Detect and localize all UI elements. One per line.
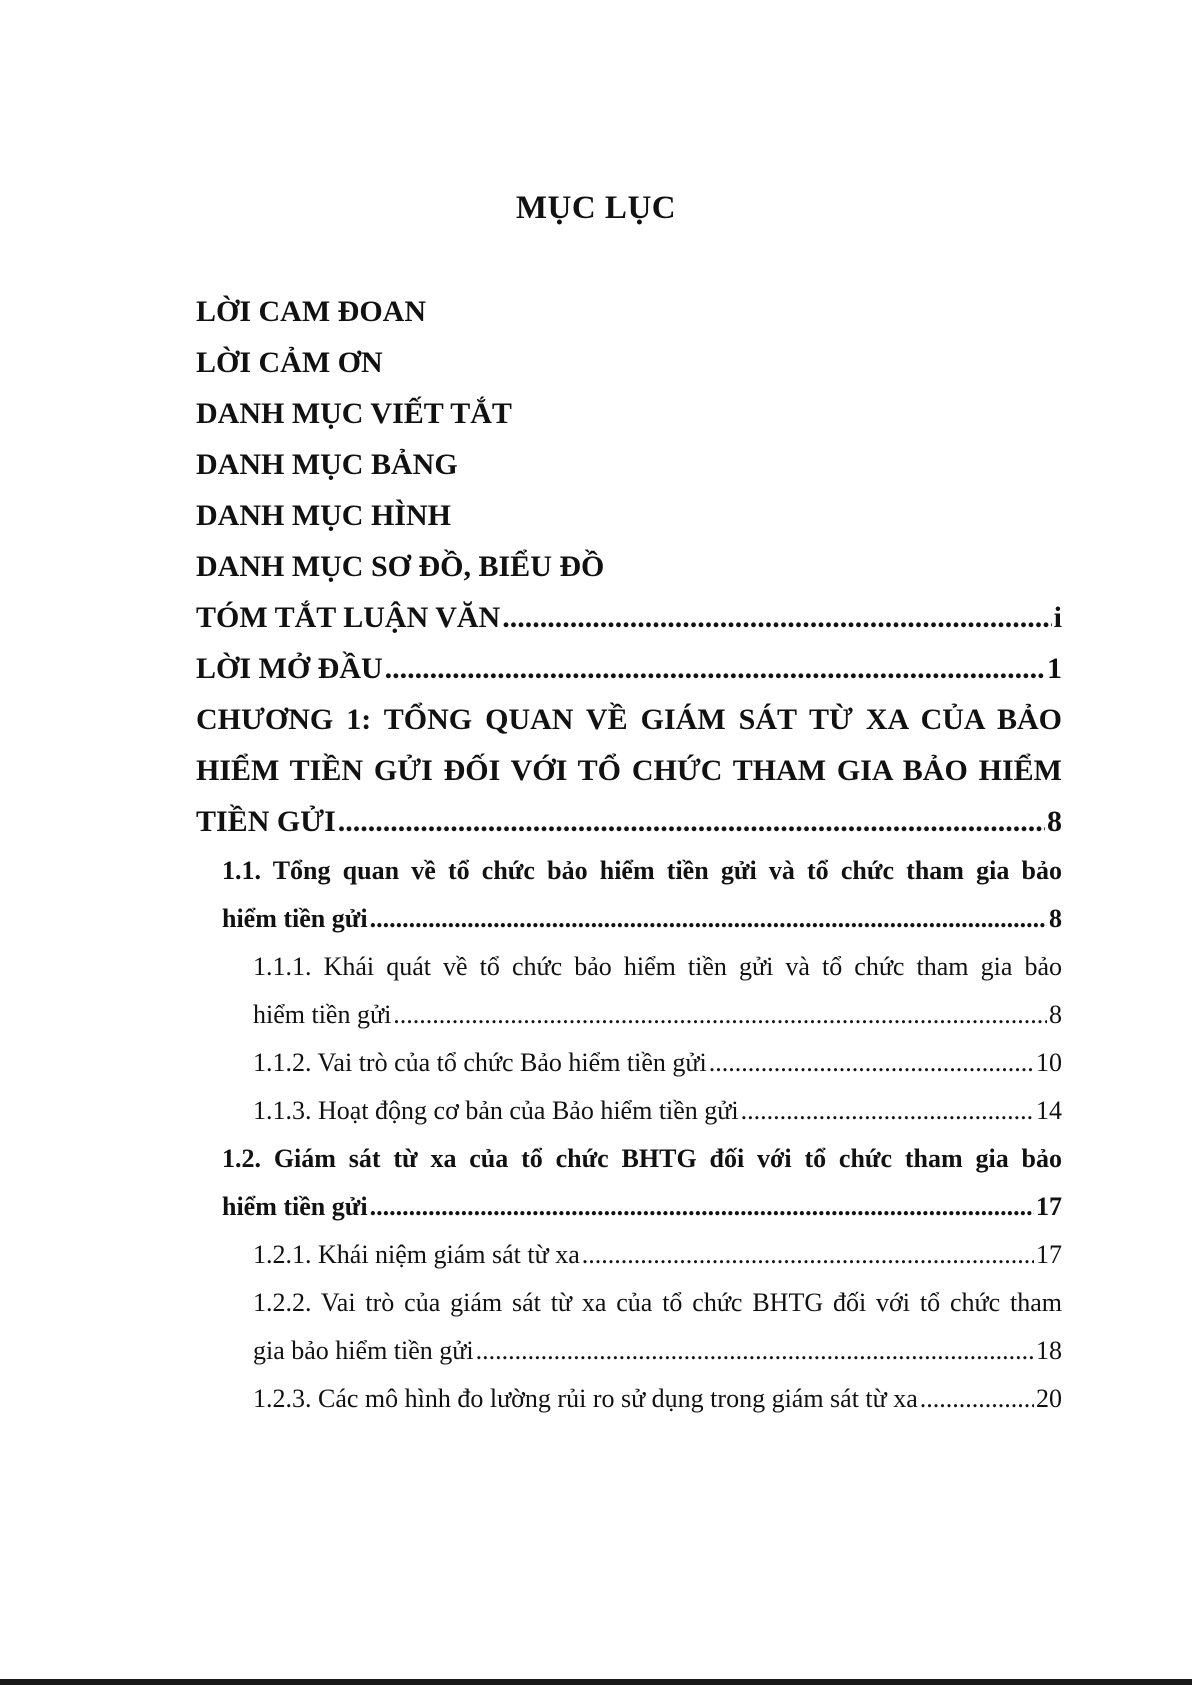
dot-leader xyxy=(476,1327,1034,1375)
dot-leader xyxy=(582,1231,1034,1279)
toc-entry-danh-muc-so-do-bieu-do[interactable] xyxy=(196,541,1062,592)
toc-entry-danh-muc-hinh[interactable] xyxy=(196,490,1062,541)
toc-entry-section-1-2-2[interactable] xyxy=(253,1279,1062,1375)
toc-entry-page: 10 xyxy=(1036,1048,1062,1077)
toc-entry-label-line-1: 1.2. Giám sát từ xa của tổ chức BHTG đối với tổ chức tham gia bảo xyxy=(222,1144,1062,1173)
toc-entry-page: 8 xyxy=(1049,904,1062,933)
toc-entry-label: LỜI CẢM ƠN xyxy=(196,346,383,379)
toc-entry-label-line-2: HIỂM TIỀN GỬI ĐỐI VỚI TỔ CHỨC THAM GIA BẢO HIỂM xyxy=(196,754,1062,787)
toc-entry-loi-mo-dau[interactable] xyxy=(196,643,1062,694)
toc-entry-label: TÓM TẮT LUẬN VĂN xyxy=(196,601,501,634)
toc-entry-label-line-2: gia bảo hiểm tiền gửi xyxy=(253,1336,474,1365)
toc-entry-page: 17 xyxy=(1036,1240,1062,1269)
toc-entry-label-line-1: 1.1. Tổng quan về tổ chức bảo hiểm tiền gửi và tổ chức tham gia bảo xyxy=(222,856,1062,885)
toc-entry-danh-muc-viet-tat[interactable] xyxy=(196,388,1062,439)
dot-leader xyxy=(709,1039,1034,1087)
toc-entry-page: 18 xyxy=(1036,1336,1062,1365)
toc-entry-label: LỜI MỞ ĐẦU xyxy=(196,652,383,685)
dot-leader xyxy=(385,643,1045,694)
dot-leader xyxy=(502,592,1051,643)
toc-entry-loi-cam-on[interactable] xyxy=(196,337,1062,388)
toc-entry-chuong-1[interactable] xyxy=(196,694,1062,847)
toc-entry-section-1-2-3[interactable] xyxy=(253,1375,1062,1423)
toc-entry-label: DANH MỤC BẢNG xyxy=(196,448,458,481)
toc-entry-label: DANH MỤC SƠ ĐỒ, BIỂU ĐỒ xyxy=(196,550,605,583)
dot-leader xyxy=(393,991,1047,1039)
toc-entry-label-line-3: TIỀN GỬI xyxy=(196,805,336,838)
dot-leader xyxy=(338,796,1045,847)
toc-entry-label: DANH MỤC HÌNH xyxy=(196,499,451,532)
toc-entry-section-1-1-1[interactable] xyxy=(253,943,1062,1039)
toc-entry-section-1-1-2[interactable] xyxy=(253,1039,1062,1087)
toc-entry-label-line-1: 1.2.2. Vai trò của giám sát từ xa của tổ chức BHTG đối với tổ chức tham xyxy=(253,1288,1062,1317)
toc-entry-label: 1.1.2. Vai trò của tổ chức Bảo hiểm tiền gửi xyxy=(253,1048,707,1077)
toc-entry-label: 1.1.3. Hoạt động cơ bản của Bảo hiểm tiền gửi xyxy=(253,1096,739,1125)
toc-entry-loi-cam-doan[interactable] xyxy=(196,286,1062,337)
table-of-contents xyxy=(196,286,1062,1423)
toc-entry-page: 20 xyxy=(1036,1384,1062,1413)
toc-entry-page: 8 xyxy=(1049,1000,1062,1029)
toc-entry-section-1-1[interactable] xyxy=(222,847,1062,943)
toc-entry-page: 8 xyxy=(1047,805,1062,838)
toc-entry-label: 1.2.1. Khái niệm giám sát từ xa xyxy=(253,1240,580,1269)
toc-entry-page: 14 xyxy=(1036,1096,1062,1125)
toc-entry-label: DANH MỤC VIẾT TẮT xyxy=(196,397,512,430)
toc-entry-label-line-1: CHƯƠNG 1: TỔNG QUAN VỀ GIÁM SÁT TỪ XA CỦA BẢO xyxy=(196,703,1062,736)
toc-entry-label-line-2: hiểm tiền gửi xyxy=(253,1000,392,1029)
toc-entry-page: 1 xyxy=(1047,652,1062,685)
toc-entry-label-line-2: hiểm tiền gửi xyxy=(222,1192,368,1221)
toc-entry-label-line-2: hiểm tiền gửi xyxy=(222,904,368,933)
toc-entry-section-1-1-3[interactable] xyxy=(253,1087,1062,1135)
toc-entry-label: 1.2.3. Các mô hình đo lường rủi ro sử dụng trong giám sát từ xa xyxy=(253,1384,918,1413)
toc-entry-page: i xyxy=(1053,601,1062,634)
toc-entry-tom-tat-luan-van[interactable] xyxy=(196,592,1062,643)
dot-leader xyxy=(370,1183,1034,1231)
toc-entry-danh-muc-bang[interactable] xyxy=(196,439,1062,490)
toc-entry-label-line-1: 1.1.1. Khái quát về tổ chức bảo hiểm tiền gửi và tổ chức tham gia bảo xyxy=(253,952,1062,981)
toc-entry-page: 17 xyxy=(1036,1192,1062,1221)
bottom-edge-rule xyxy=(0,1679,1192,1685)
toc-title: MỤC LỤC xyxy=(515,190,677,226)
toc-entry-section-1-2-1[interactable] xyxy=(253,1231,1062,1279)
dot-leader xyxy=(370,895,1047,943)
dot-leader xyxy=(741,1087,1034,1135)
toc-entry-section-1-2[interactable] xyxy=(222,1135,1062,1231)
toc-entry-label: LỜI CAM ĐOAN xyxy=(196,295,426,328)
dot-leader xyxy=(920,1375,1034,1423)
